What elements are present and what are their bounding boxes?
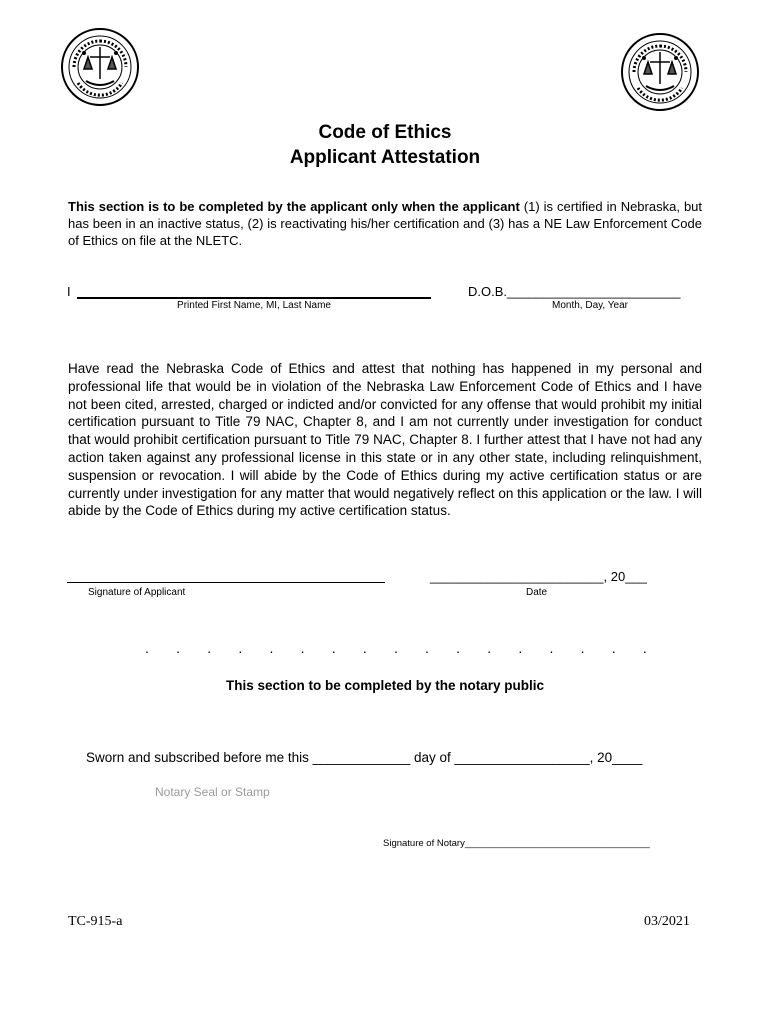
document-title: Code of Ethics (318, 122, 452, 143)
nebraska-seal-left-icon (60, 27, 140, 107)
applicant-signature-field[interactable] (67, 582, 385, 583)
sworn-subscribed-line[interactable]: Sworn and subscribed before me this _____________ day of __________________, 20____ (86, 750, 643, 765)
printed-name-field[interactable] (77, 297, 431, 299)
separator-dots: . . . . . . . . . . . . . . . . . (145, 640, 647, 656)
date-field[interactable]: ________________________, 20___ (430, 569, 647, 584)
notary-signature-field[interactable]: Signature of Notary___________________________________ (383, 838, 650, 849)
date-caption: Date (526, 587, 548, 598)
form-number: TC-915-a (68, 914, 123, 929)
notary-section-heading: This section to be completed by the notary public (225, 678, 545, 693)
dob-field[interactable]: D.O.B.________________________ (468, 284, 681, 299)
intro-text: (1) is certified in Nebraska, but has been in an inactive status, (2) is reactivating his/her certification and (3) has a NE Law Enforcement Code of Ethics on file at the NLETC. (68, 199, 703, 248)
i-label: I (67, 284, 71, 299)
document-subtitle: Applicant Attestation (289, 147, 481, 168)
revision-date: 03/2021 (644, 914, 690, 929)
applicant-signature-caption: Signature of Applicant (88, 587, 186, 598)
intro-bold-text: This section is to be completed by the applicant only when the applicant (68, 199, 520, 214)
printed-name-caption: Printed First Name, MI, Last Name (177, 300, 331, 311)
notary-seal-placeholder: Notary Seal or Stamp (155, 785, 270, 799)
dotted-separator (145, 640, 647, 656)
dob-caption: Month, Day, Year (552, 300, 628, 311)
attestation-statement: Have read the Nebraska Code of Ethics and attest that nothing has happened in my personal and professional life that would be in violation of the Nebraska Law Enforcement Code of Ethics and I have not been cited, arrested, charged or indicted and/or convicted for any offense that would prohibit my initial certification pursuant to Title 79 NAC, Chapter 8, and I am not currently under investigation for conduct that would prohibit certification pursuant to Title 79 NAC, Chapter 8. I further attest that I have not had any action taken against any professional license in this state or in any other state, including relinquishment, suspension or revocation. I will abide by the Code of Ethics during my active certification status or are currently under investigation for any matter that would negatively reflect on this application or the law. I will abide by the Code of Ethics during my active certification status. (68, 361, 702, 519)
nebraska-seal-right-icon (620, 32, 700, 112)
intro-paragraph (68, 198, 702, 249)
